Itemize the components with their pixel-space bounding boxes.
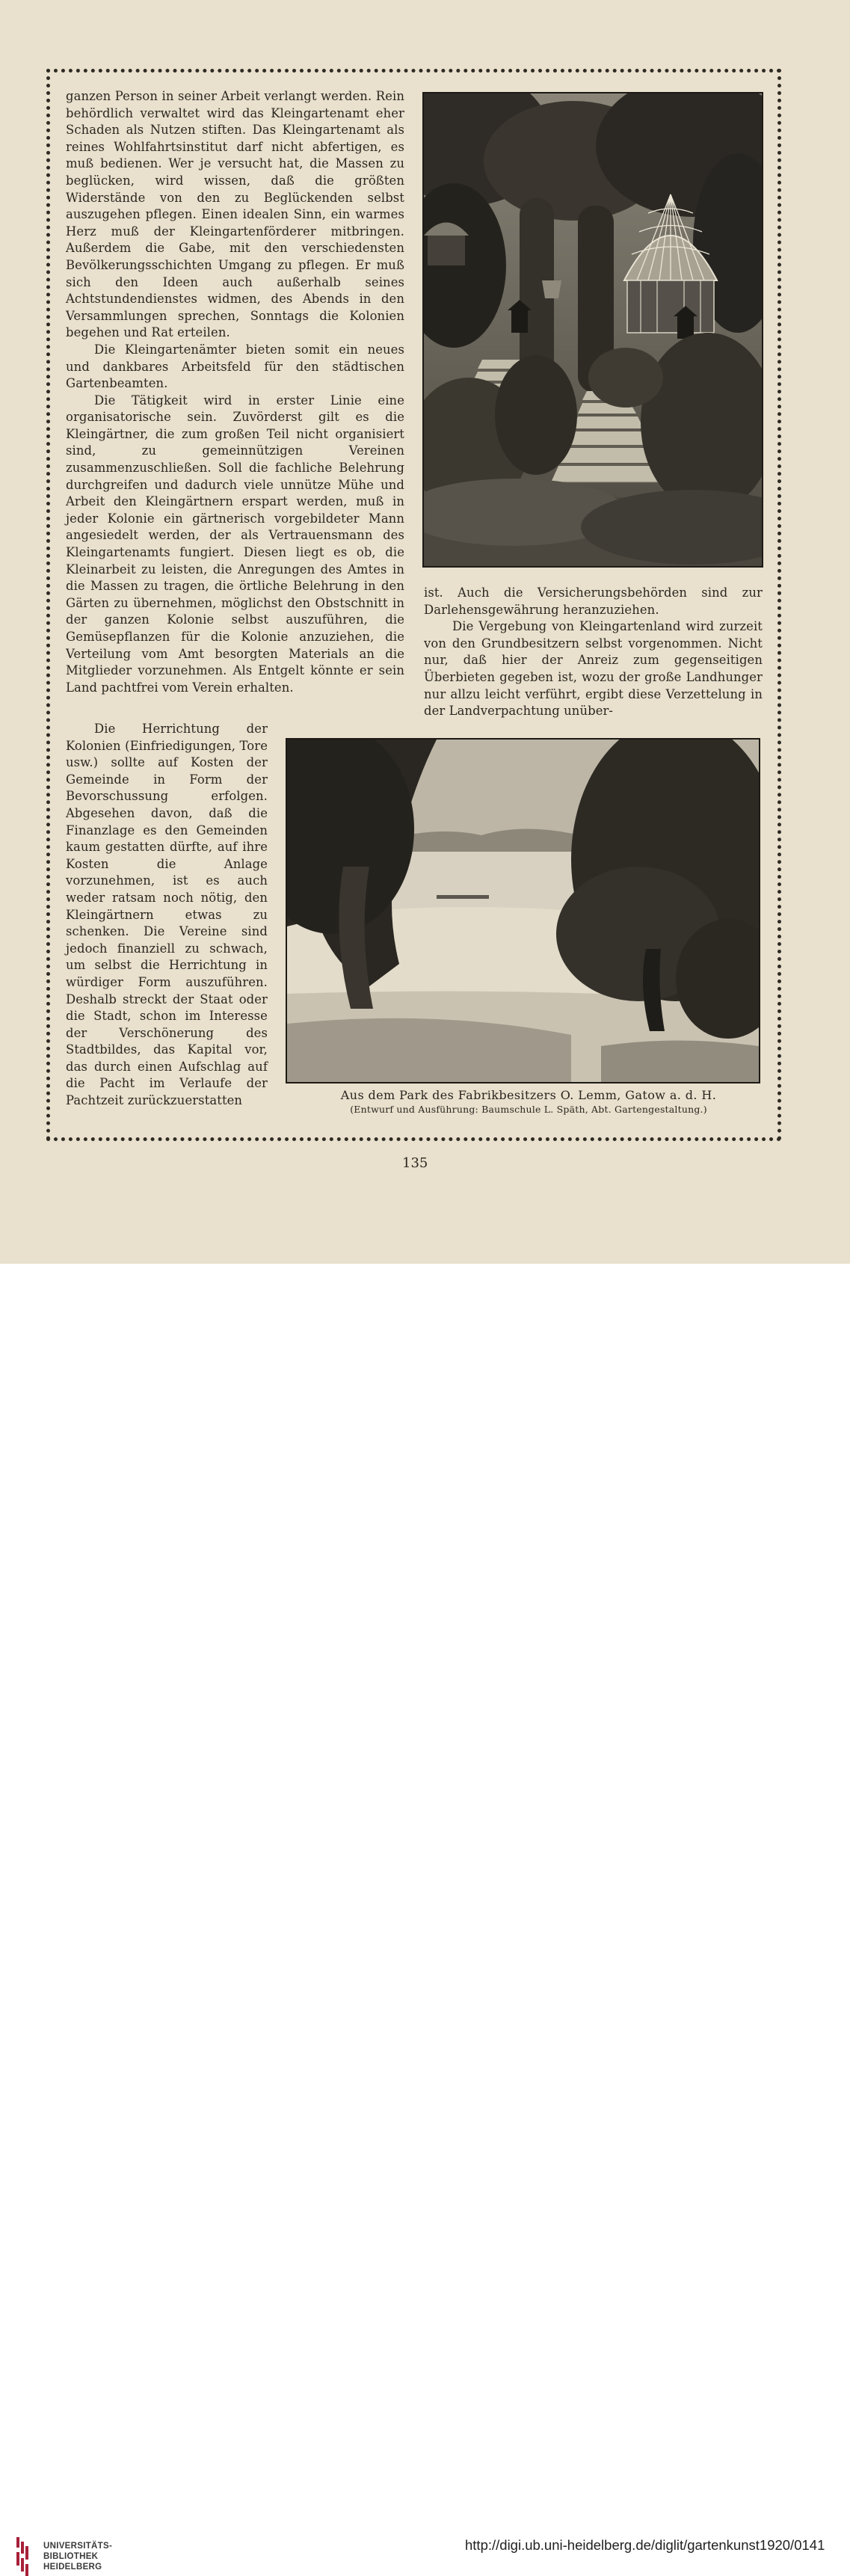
right-text-column [424,585,763,720]
photo-caption [286,1088,772,1115]
page-url-link[interactable]: http://digi.ub.uni-heidelberg.de/diglit/gartenkunst1920/0141 [465,2537,825,2553]
scanned-page [0,0,850,1264]
park-view-photo [286,738,760,1083]
paragraph: Die Vergebung von Kleingartenland wird zurzeit von den Grundbesitzern selbst vorgenommen. Nicht nur, daß hier der Anreiz zum gegenseitigen Überbieten gegeben ist, wozu der große Landhunger nur allzu leicht verführt, ergibt diese Verzettelung in der Landverpachtung unüber- [424,619,763,719]
caption-title: Aus dem Park des Fabrikbesitzers O. Lemm, Gatow a. d. H. [340,1088,717,1102]
paragraph: Die Tätigkeit wird in erster Linie eine organisatorische sein. Zuvörderst gilt es die Kleingärtner, die zum großen Teil nicht organisiert sind, zu gemeinnützigen Vereinen zusammenzuschließen. Soll die fachliche Belehrung durchgreifen und dadurch viele unnütze Mühe und Arbeit den Kleingärtnern erspart werden, muß in jeder Kolonie ein gärtnerisch vorgebildeter Mann angesiedelt werden, der als Vertrauensmann des Kleingartenamts fungiert. Diesen liegt es ob, die Kleinarbeit zu leisten, die Anregungen des Amtes in die Massen zu tragen, die örtliche Belehrung in den Gärten zu übernehmen, möglichst den Obstschnitt in der ganzen Kolonie selbst auszuführen, die Gemüsepflanzen für die Kolonie anzuziehen, die Verteilung vom Amt besorgten Materials an die Mitglieder vorzunehmen. Als Entgelt könnte er sein Land pachtfrei vom Verein erhalten. [66,393,404,695]
paragraph: ganzen Person in seiner Arbeit verlangt werden. Rein behördlich verwaltet wird das Kleingartenamt eher Schaden als Nutzen stiften. Das Kleingartenamt als reines Wohlfahrtsinstitut darf nicht abfertigen, es muß bedienen. Wer je versucht hat, die Massen zu beglücken, wird wissen, daß die größten Widerstände von den zu Beglückenden selbst auszugehen pflegen. Einen idealen Sinn, ein warmes Herz muß der Kleingartenförderer mitbringen. Außerdem die Gabe, mit den verschiedensten Bevölkerungsschichten Umgang zu pflegen. Er muß sich den Ideen auch außerhalb seines Achtstundendienstes widmen, des Abends in den Versammlungen sprechen, Sonntags die Kolonien begehen und Rat erteilen. [66,89,404,340]
narrow-text-column [66,721,268,1110]
paragraph: ist. Auch die Versicherungsbehörden sind zur Darlehensgewährung heranzuziehen. [424,585,763,617]
page-number: 135 [402,1155,428,1171]
caption-credit: (Entwurf und Ausführung: Baumschule L. Späth, Abt. Gartengestaltung.) [350,1104,707,1115]
left-text-column [66,88,404,696]
library-logo-icon [15,2537,31,2576]
garden-stairs-photo [422,92,763,568]
library-line-2: BIBLIOTHEK [43,2552,99,2561]
library-line-1: UNIVERSITÄTS- [43,2542,113,2551]
viewer-footer [0,1264,850,2572]
paragraph: Die Herrichtung der Kolonien (Einfriedigungen, Tore usw.) sollte auf Kosten der Gemeinde in Form der Bevorschussung erfolgen. Abgesehen davon, daß die Finanzlage es den Gemeinden kaum gestatten dürfte, auf ihre Kosten die Anlage vorzunehmen, ist es auch weder ratsam noch nötig, den Kleingärtnern etwas zu schenken. Die Vereine sind jedoch finanziell zu schwach, um selbst die Herrichtung in würdiger Form auszuführen. Deshalb streckt der Staat oder die Stadt, schon im Interesse der Verschönerung des Stadtbildes, das Kapital vor, das durch einen Aufschlag auf die Pacht im Verlaufe der Pachtzeit zurückzuerstatten [66,722,268,1108]
paragraph: Die Kleingartenämter bieten somit ein neues und dankbares Arbeitsfeld für den städtischen Gartenbeamten. [66,342,404,391]
library-line-3: HEIDELBERG [43,2563,102,2572]
library-name [43,2541,112,2572]
